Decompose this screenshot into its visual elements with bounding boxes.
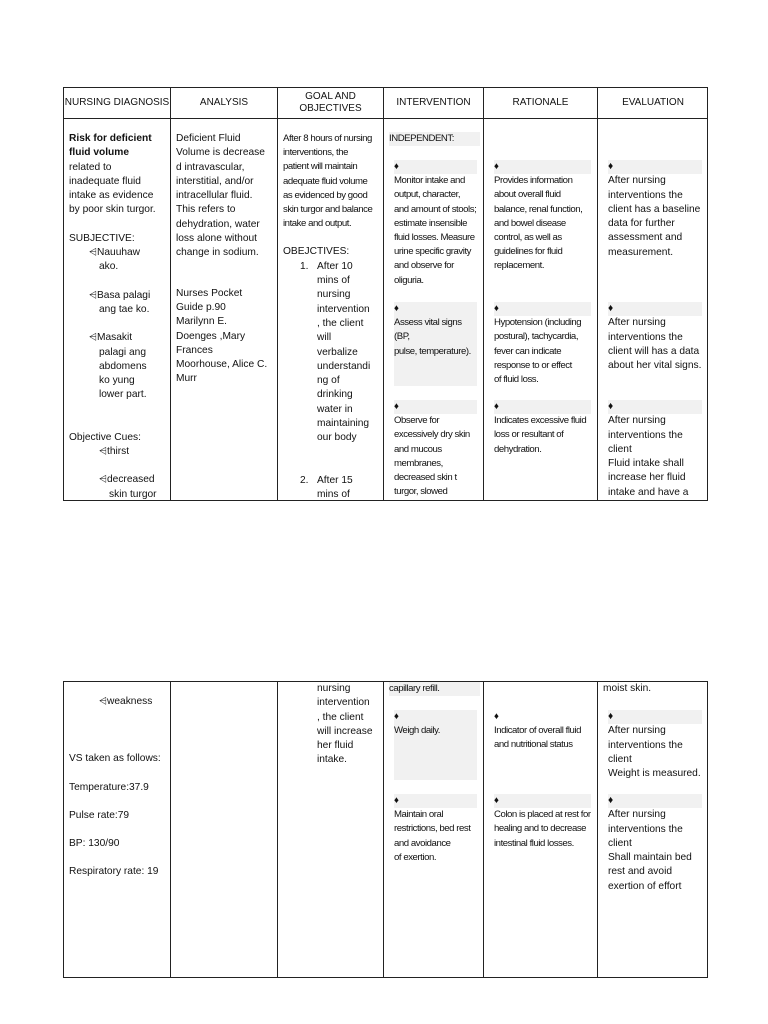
goal-line: After 8 hours of nursing: [283, 133, 372, 144]
header-analysis: ANALYSIS: [171, 88, 277, 119]
column-intervention: [384, 88, 484, 500]
diamond-bullet-icon: ♦: [608, 160, 702, 174]
intervention-cell: [389, 132, 480, 498]
arrow-bullet-icon: ⩤: [89, 289, 97, 301]
diamond-bullet-icon: ♦: [494, 711, 499, 722]
diagnosis-title-line: Risk for deficient: [69, 133, 152, 144]
subjective-cue-line: ang tae ko.: [99, 303, 150, 315]
rationale-item: ♦ Indicates excessive fluid loss or resultant of dehydration.: [494, 400, 591, 457]
reference-line: Doenges ,Mary: [176, 330, 246, 342]
diagnosis-title-line: fluid volume: [69, 147, 129, 159]
evaluation-item: ♦ After nursing interventions the client has a baseline data for further assessment and measurement.: [608, 161, 701, 258]
goal-line: patient will maintain: [283, 161, 358, 173]
analysis-line: interstitial, and/or: [176, 175, 254, 187]
analysis-line: dehydration, water: [176, 218, 260, 230]
intervention-item: ♦ Maintain oral restrictions, bed rest and avoidance of exertion.: [394, 794, 477, 865]
arrow-bullet-icon: ⩤: [89, 247, 97, 259]
diamond-bullet-icon: ♦: [494, 302, 591, 316]
vs-label: VS taken as follows:: [69, 753, 161, 765]
diagnosis-line: inadequate fluid: [69, 175, 141, 187]
column-evaluation: [598, 682, 708, 977]
analysis-line: d intravascular,: [176, 161, 245, 173]
diamond-bullet-icon: ♦: [494, 400, 591, 414]
objectives-label: OBEJCTIVES:: [283, 246, 350, 258]
rationale-item: ♦ Indicator of overall fluid and nutritional status: [494, 710, 591, 753]
vital-sign: Pulse rate:79: [69, 809, 130, 821]
subjective-cue: ⩤Masakit: [89, 332, 133, 344]
intervention-continued: capillary refill.: [389, 682, 480, 696]
reference-line: Nurses Pocket: [176, 287, 243, 299]
reference-line: Guide p.90: [176, 301, 226, 313]
header-goal-objectives: GOAL AND OBJECTIVES: [278, 88, 383, 119]
evaluation-cell-continued: [603, 682, 705, 892]
goals-cell: [283, 132, 380, 502]
column-goal-objectives: [278, 88, 384, 500]
analysis-cell: [176, 132, 274, 387]
column-rationale: [484, 682, 598, 977]
analysis-line: This refers to: [176, 204, 236, 216]
column-goal-objectives: [278, 682, 384, 977]
diamond-bullet-icon: ♦: [394, 400, 477, 414]
arrow-bullet-icon: ⩤: [99, 446, 107, 458]
analysis-line: Volume is decrease: [176, 147, 265, 159]
vital-sign: Respiratory rate: 19: [69, 866, 159, 878]
reference-line: Frances: [176, 344, 213, 356]
goal-statement: [283, 132, 380, 231]
column-nursing-diagnosis: [64, 88, 171, 500]
care-plan-table-page-1: [63, 87, 708, 501]
evaluation-item: ♦ After nursing interventions the client Weight is measured.: [608, 711, 701, 780]
goal-line: skin turgor and balance: [283, 204, 373, 216]
evaluation-item: ♦ After nursing interventions the client Fluid intake shall increase her fluid intake and have a: [608, 400, 702, 500]
header-rationale: RATIONALE: [484, 88, 597, 119]
diamond-bullet-icon: ♦: [394, 303, 399, 314]
vital-sign: BP: 130/90: [69, 838, 120, 850]
diamond-bullet-icon: ♦: [608, 400, 702, 414]
diamond-bullet-icon: ♦: [394, 711, 399, 722]
diagnosis-line: intake as evidence: [69, 190, 154, 202]
header-intervention: INTERVENTION: [384, 88, 483, 119]
column-evaluation: [598, 88, 708, 500]
diamond-bullet-icon: ♦: [608, 302, 702, 316]
intervention-item: ♦ Observe for excessively dry skin and mucous membranes, decreased skin t turgor, slowed: [394, 400, 477, 499]
diagnosis-line: related to: [69, 161, 112, 173]
objective-item-1: 1. After 10 mins of nursing intervention , the client will verbalize understandi ng of drinking water in maintaining our body: [300, 260, 371, 444]
subjective-cue: ⩤Nauuhaw: [89, 247, 141, 259]
goal-line: as evidenced by good: [283, 189, 368, 201]
diagnosis-line: by poor skin turgor.: [69, 204, 156, 216]
column-intervention: [384, 682, 484, 977]
subjective-cue-line: lower part.: [99, 389, 147, 401]
subjective-cue-line: abdomens: [99, 360, 147, 372]
goal-line: interventions, the: [283, 147, 348, 159]
reference-line: Moorhouse, Alice C.: [176, 359, 268, 371]
reference-line: Murr: [176, 373, 197, 385]
analysis-line: intracellular fluid.: [176, 190, 253, 202]
column-nursing-diagnosis: [64, 682, 171, 977]
diagnosis-cell-continued: [69, 682, 167, 880]
rationale-item: ♦ Provides information about overall fluid balance, renal function, and bowel disease control, as well as guidelines for fluid replacement.: [494, 160, 591, 274]
arrow-bullet-icon: ⩤: [89, 332, 97, 344]
header-evaluation: EVALUATION: [598, 88, 708, 119]
column-rationale: [484, 88, 598, 500]
arrow-bullet-icon: ⩤: [99, 474, 107, 486]
goal-line: intake and output.: [283, 218, 352, 230]
objective-cue: ⩤decreased: [99, 474, 155, 486]
subjective-label: SUBJECTIVE:: [69, 232, 135, 244]
reference-line: Marilynn E.: [176, 316, 227, 328]
subjective-cue-line: ako.: [99, 261, 119, 273]
goal-line: adequate fluid volume: [283, 175, 368, 187]
column-analysis: [171, 88, 278, 500]
arrow-bullet-icon: ⩤: [99, 696, 107, 707]
evaluation-item: ♦ After nursing interventions the client Shall maintain bed rest and avoid exertion of effort: [608, 794, 702, 894]
diamond-bullet-icon: ♦: [494, 794, 591, 808]
diamond-bullet-icon: ♦: [608, 710, 702, 724]
intervention-item: ♦ Weigh daily.: [394, 710, 477, 780]
intervention-item: ♦ Monitor intake and output, character, and amount of stools; estimate insensible fluid losses. Measure urine specific gravity and observe for oliguria.: [394, 161, 477, 286]
analysis-line: Deficient Fluid: [176, 133, 241, 144]
vital-sign: Temperature:37.9: [69, 781, 149, 793]
diamond-bullet-icon: ♦: [394, 160, 477, 174]
diamond-bullet-icon: ♦: [494, 160, 591, 174]
objective-cue: ⩤weakness: [99, 696, 153, 707]
subjective-cue: ⩤Basa palagi: [89, 289, 151, 301]
subjective-cue-line: palagi ang: [99, 346, 147, 358]
intervention-item: ♦ Assess vital signs (BP, pulse, temperature).: [394, 302, 477, 386]
evaluation-item: ♦ After nursing interventions the client will has a data about her vital signs.: [608, 303, 702, 372]
objective-cue: ⩤thirst: [99, 446, 130, 458]
header-nursing-diagnosis: NURSING DIAGNOSIS: [64, 88, 170, 119]
rationale-item: ♦ Hypotension (including postural), tachycardia, fever can indicate response to or effect of fluid loss.: [494, 302, 591, 387]
independent-label: INDEPENDENT:: [389, 132, 480, 146]
care-plan-table-page-2: [63, 681, 708, 978]
rationale-item: ♦ Colon is placed at rest for healing and to decrease intestinal fluid losses.: [494, 795, 591, 849]
diamond-bullet-icon: ♦: [394, 794, 477, 808]
goals-cell-continued: nursing intervention , the client will increase her fluid intake.: [317, 683, 373, 766]
analysis-line: loss alone without: [176, 233, 257, 245]
evaluation-continued: moist skin.: [603, 683, 652, 694]
subjective-cue-line: ko yung: [99, 375, 135, 387]
diamond-bullet-icon: ♦: [608, 794, 702, 808]
diagnosis-cell: [69, 132, 167, 502]
intervention-cell-continued: [389, 682, 480, 863]
objective-label: Objective Cues:: [69, 431, 141, 443]
column-analysis: [171, 682, 278, 977]
objective-cue-line: skin turgor: [109, 488, 157, 500]
analysis-line: change in sodium.: [176, 247, 259, 259]
objective-item-2: 2. After 15 mins of: [300, 474, 353, 500]
